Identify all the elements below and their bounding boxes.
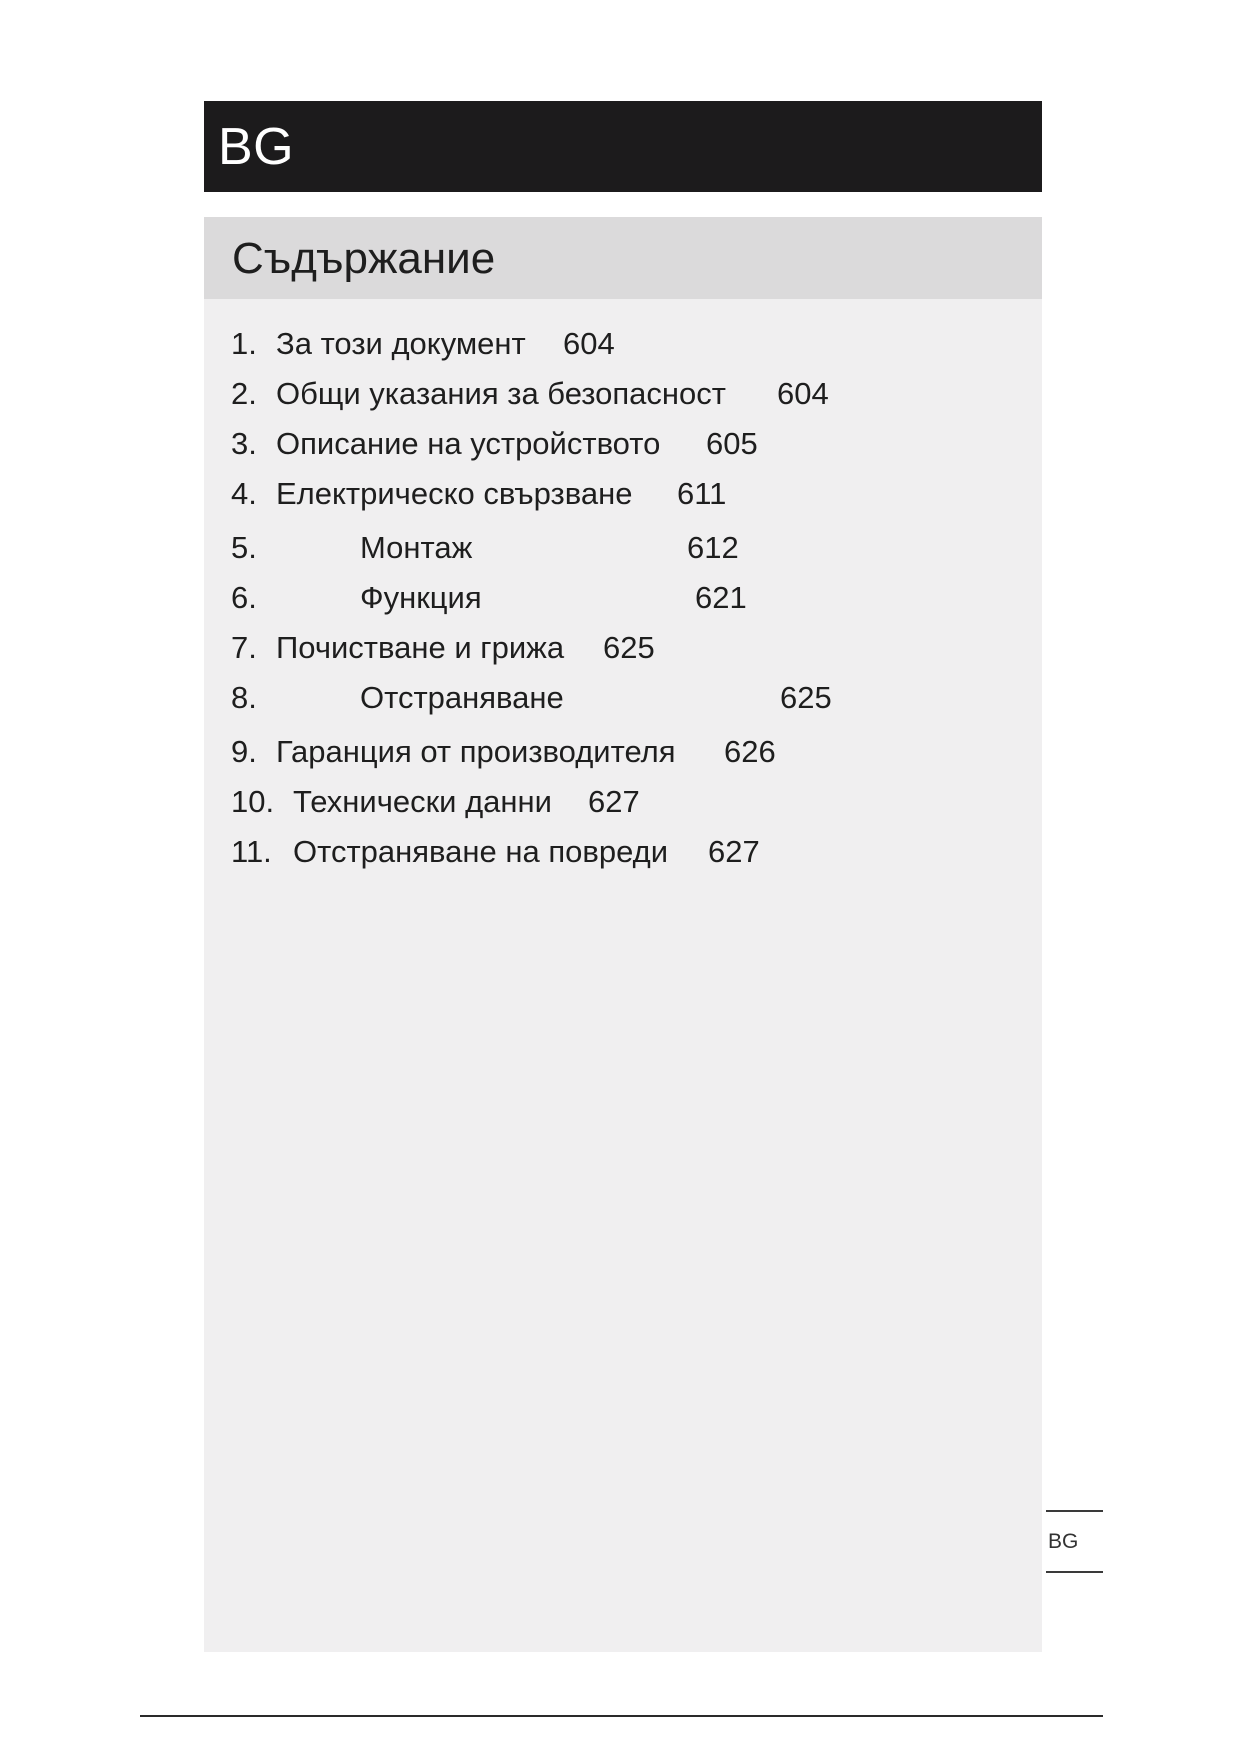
toc-entry-5[interactable] [231,528,1031,568]
toc-entry-2[interactable] [231,374,1031,414]
toc-entry-number: 11. [231,834,272,869]
toc-entry-number: 4. [231,476,257,511]
toc-entry-number: 2. [231,376,257,411]
toc-entry-page: 604 [563,326,615,361]
toc-entry-10[interactable] [231,782,1031,822]
toc-entry-9[interactable] [231,732,1031,772]
toc-entry-title: Технически данни [293,784,552,819]
toc-entry-title: Монтаж [360,530,473,565]
toc-entry-8[interactable] [231,678,1031,718]
toc-entry-title: Почистване и грижа [276,630,565,665]
toc-entry-title: Отстраняване [360,680,564,715]
toc-entry-page: 605 [706,426,758,461]
toc-entry-number: 6. [231,580,257,615]
toc-entry-number: 3. [231,426,257,461]
toc-entry-3[interactable] [231,424,1031,464]
toc-entry-title: Функция [360,580,482,615]
toc-entry-page: 625 [603,630,655,665]
toc-entry-page: 627 [588,784,640,819]
toc-entry-1[interactable] [231,324,1031,364]
language-header-bar [204,101,1042,192]
toc-entry-number: 5. [231,530,257,565]
toc-entry-page: 626 [724,734,776,769]
toc-entry-7[interactable] [231,628,1031,668]
toc-entry-number: 10. [231,784,275,819]
toc-entry-page: 627 [708,834,760,869]
toc-title: Съдържание [232,234,496,283]
footer-divider [140,1715,1103,1717]
toc-entry-page: 604 [777,376,829,411]
toc-entry-page: 612 [687,530,739,565]
toc-entry-number: 7. [231,630,257,665]
toc-entry-number: 1. [231,326,257,361]
toc-entry-title: Описание на устройството [276,426,661,461]
toc-entry-11[interactable] [231,832,1031,872]
side-language-tab[interactable] [1046,1510,1103,1573]
toc-entry-title: Отстраняване на повреди [293,834,669,869]
toc-entry-number: 9. [231,734,257,769]
toc-entry-page: 621 [695,580,747,615]
toc-entry-page: 611 [677,476,727,511]
toc-entry-title: Общи указания за безопасност [276,376,726,411]
side-tab-label: BG [1048,1530,1079,1553]
toc-list [231,217,1031,1217]
language-code: BG [218,118,295,176]
toc-entry-page: 625 [780,680,832,715]
toc-entry-title: Гаранция от производителя [276,734,676,769]
toc-entry-title: За този документ [276,326,526,361]
table-of-contents-panel [204,217,1042,1652]
toc-entry-title: Електрическо свързване [276,476,633,511]
toc-entry-6[interactable] [231,578,1031,618]
toc-entry-number: 8. [231,680,257,715]
toc-entry-4[interactable] [231,474,1031,514]
